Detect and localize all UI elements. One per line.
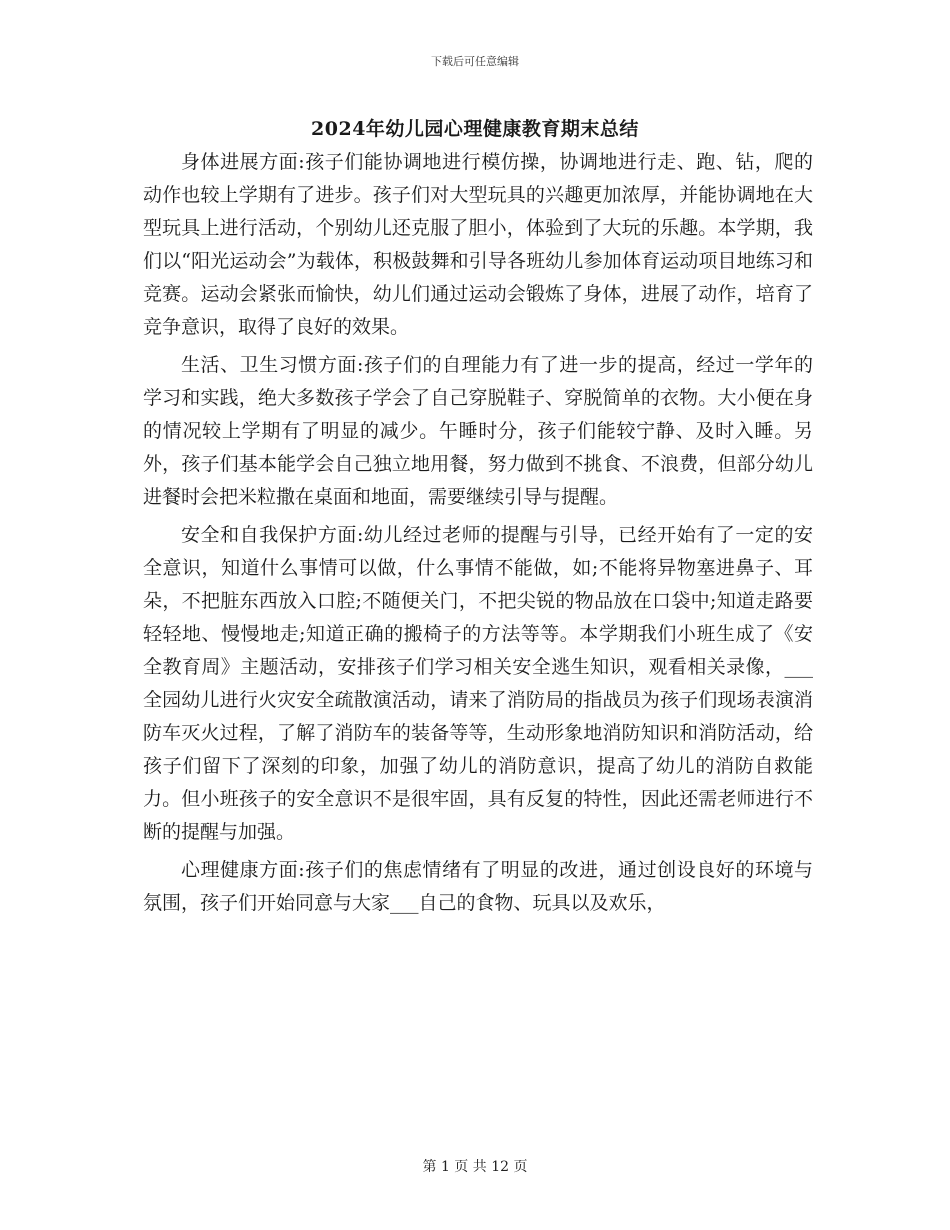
paragraph-living-hygiene-habits: 生活、卫生习惯方面:孩子们的自理能力有了进一步的提高，经过一学年的学习和实践，绝大多数孩子学会了自己穿脱鞋子、穿脱简单的衣物。大小便在身的情况较上学期有了明显的减少。午睡时分，孩子们能较宁静、及时入睡。另外，孩子们基本能学会自己独立地用餐，努力做到不挑食、不浪费，但部分幼儿进餐时会把米粒撒在桌面和地面，需要继续引导与提醒。	[143, 354, 813, 508]
document-body	[143, 146, 813, 925]
paragraph-physical-development: 身体进展方面:孩子们能协调地进行模仿操，协调地进行走、跑、钻，爬的动作也较上学期有了进步。孩子们对大型玩具的兴趣更加浓厚，并能协调地在大型玩具上进行活动，个别幼儿还克服了胆小，体验到了大玩的乐趣。本学期，我们以“阳光运动会”为载体，积极鼓舞和引导各班幼儿参加体育运动项目地练习和竞赛。运动会紧张而愉快，幼儿们通过运动会锻炼了身体，进展了动作，培育了竞争意识，取得了良好的效果。	[143, 151, 813, 338]
document-title: 2024年幼儿园心理健康教育期末总结	[311, 118, 639, 140]
page-number-footer: 第 1 页 共 12 页	[422, 1159, 528, 1175]
paragraph-safety-self-protection: 安全和自我保护方面:幼儿经过老师的提醒与引导，已经开始有了一定的安全意识，知道什么事情可以做，什么事情不能做，如;不能将异物塞进鼻子、耳朵，不把脏东西放入口腔;不随便关门，不把尖锐的物品放在口袋中;知道走路要轻轻地、慢慢地走;知道正确的搬椅子的方法等等。本学期我们小班生成了《安全教育周》主题活动，安排孩子们学习相关安全逃生知识，观看相关录像，___全园幼儿进行火灾安全疏散演活动，请来了消防局的指战员为孩子们现场表演消防车灭火过程，了解了消防车的装备等等，生动形象地消防知识和消防活动，给孩子们留下了深刻的印象，加强了幼儿的消防意识，提高了幼儿的消防自救能力。但小班孩子的安全意识不是很牢固，具有反复的特性，因此还需老师进行不断的提醒与加强。	[143, 524, 813, 843]
page-header-note: 下载后可任意编辑	[431, 55, 519, 68]
paragraph-mental-health: 心理健康方面:孩子们的焦虑情绪有了明显的改进，通过创设良好的环境与氛围，孩子们开始同意与大家___自己的食物、玩具以及欢乐，	[143, 859, 813, 914]
